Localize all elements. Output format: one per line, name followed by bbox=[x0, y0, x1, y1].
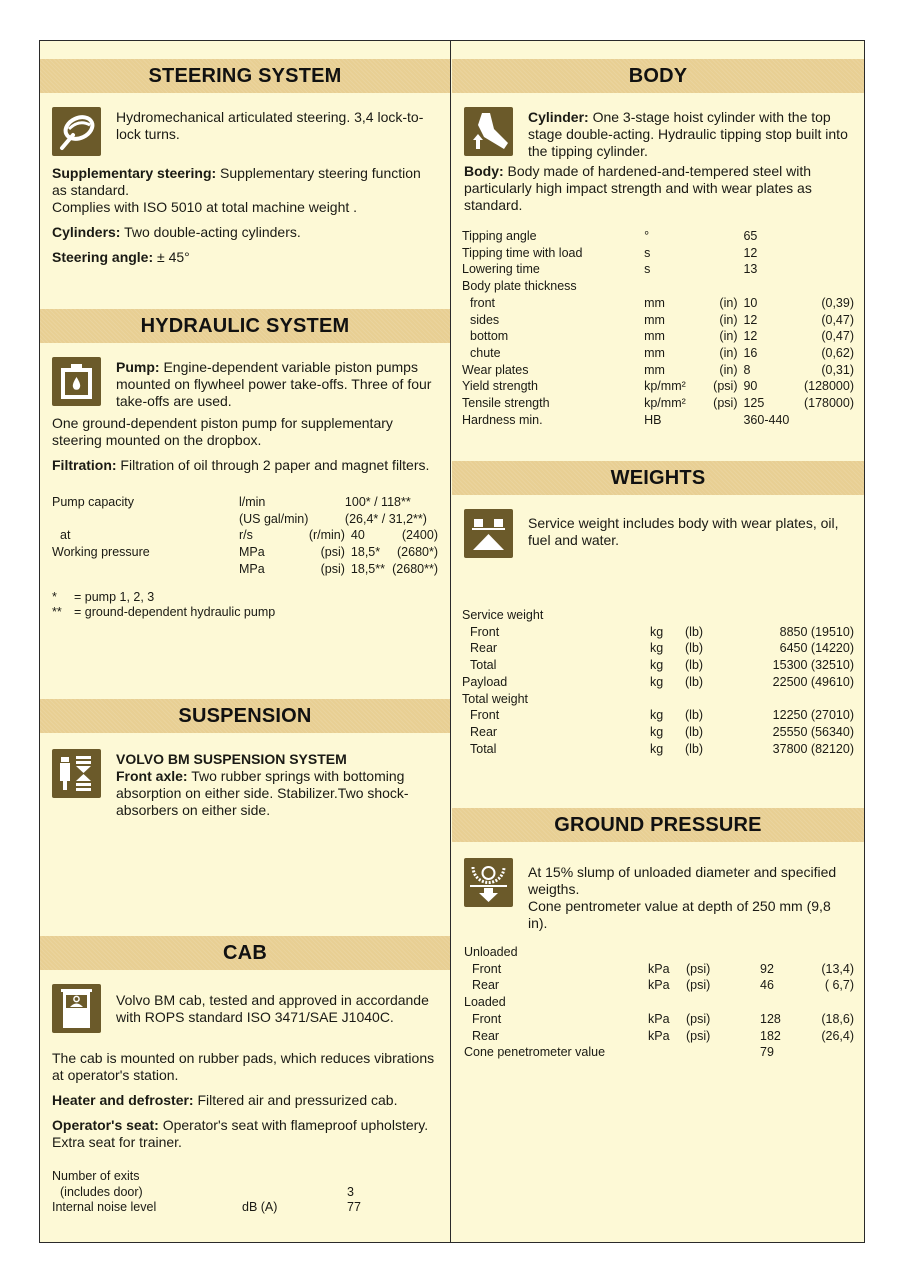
section-title: HYDRAULIC SYSTEM bbox=[40, 309, 450, 343]
table-row: Body plate thickness bbox=[462, 279, 577, 294]
table-row: Front kPa (psi) 92 (13,4) bbox=[472, 961, 854, 976]
section-title: CAB bbox=[40, 936, 450, 970]
cab-section: CAB Volvo BM cab, tested and approved in accordande with ROPS standard ISO 3471/SAE J1040C. The cab is mounted on rubber pads, which reduces vibrations at operator's station. Heater and defroster: Filtered air and pressurized cab. Operator's seat: Operator's seat with flameproof upholstery. Extra seat for trainer. Number of exits (includes door) 3 Internal noise level dB (A) 77 bbox=[40, 936, 450, 1216]
table-row: Cone penetrometer value 79 bbox=[464, 1045, 774, 1060]
weights-table bbox=[462, 607, 854, 757]
table-row: MPa (psi) 18,5** (2680**) bbox=[238, 561, 438, 576]
ground-pressure-table bbox=[464, 944, 854, 1061]
table-row: Front kg (lb) 8850 (19510) bbox=[470, 624, 854, 639]
table-row: Rear kPa (psi) 182 (26,4) bbox=[472, 1028, 854, 1043]
table-row: Hardness min. HB 360-440 bbox=[462, 412, 790, 427]
table-row: front mm (in) 10 (0,39) bbox=[470, 295, 854, 310]
table-row: (US gal/min) (26,4* / 31,2**) bbox=[238, 511, 427, 526]
table-row: bottom mm (in) 12 (0,47) bbox=[470, 329, 854, 344]
table-row: Number of exits bbox=[52, 1169, 140, 1183]
section-title: STEERING SYSTEM bbox=[40, 59, 450, 93]
oil-tank-icon bbox=[52, 357, 101, 406]
table-row: Wear plates mm (in) 8 (0,31) bbox=[462, 362, 854, 377]
cab-intro: Volvo BM cab, tested and approved in accordande with ROPS standard ISO 3471/SAE J1040C. bbox=[116, 992, 429, 1025]
weights-intro: Service weight includes body with wear plates, oil, fuel and water. bbox=[528, 515, 839, 548]
cab-operator-icon bbox=[52, 984, 101, 1033]
steering-intro: Hydromechanical articulated steering. 3,4 lock-to-lock turns. bbox=[116, 109, 424, 142]
table-row: Tensile strength kp/mm² (psi) 125 (178000) bbox=[462, 396, 854, 411]
table-row: Front kg (lb) 12250 (27010) bbox=[470, 708, 854, 723]
cab-table bbox=[52, 1169, 387, 1216]
ground-pump-text: One ground-dependent piston pump for supplementary steering mounted on the dropbox. bbox=[52, 415, 393, 448]
body-section: BODY Cylinder: One 3-stage hoist cylinder with the top stage double-acting. Hydraulic tipping stop built into the tipping cylinder. Body: Body made of hardened-and-tempered steel with particularly high impact strength and with wear plates as standard. Tipping angle ° 65 Tipping time with load s 12 Lowering time s 13 Body plate thickness front mm (in) 10 (0,39) sides mm (in) 12 (0,47) bottom mm (in) 12 (0,47) chute mm (in) 16 (0,62) Wear plates mm (in) 8 (0,31) Yield strength kp/mm² (psi) 90 (128000) Tensile strength kp/mm² (psi) 125 (178000) Hardness min. HB 360-440 bbox=[452, 59, 864, 428]
section-title: BODY bbox=[452, 59, 864, 93]
table-row: Working pressure MPa (psi) 18,5* (2680*) bbox=[52, 545, 438, 560]
table-row: Total weight bbox=[462, 691, 529, 706]
column-divider bbox=[450, 41, 451, 1242]
table-row: Total kg (lb) 37800 (82120) bbox=[470, 741, 854, 756]
section-title: GROUND PRESSURE bbox=[452, 808, 864, 842]
table-row: Service weight bbox=[462, 608, 544, 622]
cab-pads-text: The cab is mounted on rubber pads, which reduces vibrations at operator's station. bbox=[52, 1050, 435, 1083]
section-title: SUSPENSION bbox=[40, 699, 450, 733]
table-row: Total kg (lb) 15300 (32510) bbox=[470, 658, 854, 673]
table-row: sides mm (in) 12 (0,47) bbox=[470, 312, 854, 327]
table-row: chute mm (in) 16 (0,62) bbox=[470, 345, 854, 360]
table-row: Unloaded bbox=[464, 945, 518, 959]
table-row: Rear kPa (psi) 46 ( 6,7) bbox=[472, 978, 854, 993]
scale-icon bbox=[464, 509, 513, 558]
steering-wheel-icon bbox=[52, 107, 101, 156]
table-row: Front kPa (psi) 128 (18,6) bbox=[472, 1011, 854, 1026]
ground-pressure-section: GROUND PRESSURE At 15% slump of unloaded diameter and specified weigths. Cone pentrometer value at depth of 250 mm (9,8 in). Unloaded Front kPa (psi) 92 (13,4) Rear kPa (psi) 46 ( 6,7) Loaded Front kPa (psi) 128 (18,6) Rear kPa (psi) 182 (26,4) Cone penetrometer value 79 bbox=[452, 808, 864, 1061]
table-row: Lowering time s 13 bbox=[462, 262, 758, 277]
weights-section bbox=[452, 461, 864, 757]
table-row: Loaded bbox=[464, 995, 506, 1010]
table-row: at r/s (r/min) 40 (2400) bbox=[60, 528, 438, 543]
table-row: Rear kg (lb) 6450 (14220) bbox=[470, 641, 854, 656]
table-row: Pump capacity l/min 100* / 118** bbox=[52, 495, 411, 509]
label: Supplementary steering: bbox=[52, 165, 217, 181]
tire-pressure-icon bbox=[464, 858, 513, 907]
suspension-icon bbox=[52, 749, 101, 798]
body-table bbox=[462, 228, 854, 428]
section-title: WEIGHTS bbox=[452, 461, 864, 495]
table-row: Tipping time with load s 12 bbox=[462, 245, 758, 260]
table-row: (includes door) 3 bbox=[60, 1184, 354, 1199]
table-row: Yield strength kp/mm² (psi) 90 (128000) bbox=[462, 379, 854, 394]
footnotes: * = pump 1, 2, 3 ** = ground-dependent hydraulic pump bbox=[52, 589, 276, 619]
steering-section: STEERING SYSTEM Hydromechanical articulated steering. 3,4 lock-to-lock turns. Supplementary steering: Supplementary steering function as standard. Complies with ISO 5010 at total machine weight . Cylinders: Two double-acting cylinders. Steering angle: ± 45° bbox=[40, 59, 450, 266]
hydraulic-table bbox=[52, 494, 438, 578]
tipping-body-icon bbox=[464, 107, 513, 156]
table-row: Rear kg (lb) 25550 (56340) bbox=[470, 724, 854, 739]
hydraulic-section: HYDRAULIC SYSTEM Pump: Engine-dependent variable piston pumps mounted on flywheel power take-offs. Three of four take-offs are used. One ground-dependent piston pump for supplementary steering mounted on the dropbox. Filtration: Filtration of oil through 2 paper and magnet filters. Pump capacity l/min 100* / 118** (US gal/min) (26,4* / 31,2**) at r/s (r/min) 40 (2400) Working pressure MPa (psi) 18,5* (2680*) MPa (psi) 18,5** (2680**) * = pump 1, 2, 3 ** = ground-dependent hydraulic pump bbox=[40, 309, 450, 620]
table-row: Payload kg (lb) 22500 (49610) bbox=[462, 674, 854, 689]
table-row: Internal noise level dB (A) 77 bbox=[52, 1200, 361, 1214]
suspension-section: SUSPENSION VOLVO BM SUSPENSION SYSTEM Front axle: Two rubber springs with bottoming absorption on either side. Stabilizer.Two shock-absorbers on either side. bbox=[40, 699, 450, 819]
table-row: Tipping angle ° 65 bbox=[462, 229, 758, 243]
spec-sheet-page bbox=[39, 40, 865, 1243]
